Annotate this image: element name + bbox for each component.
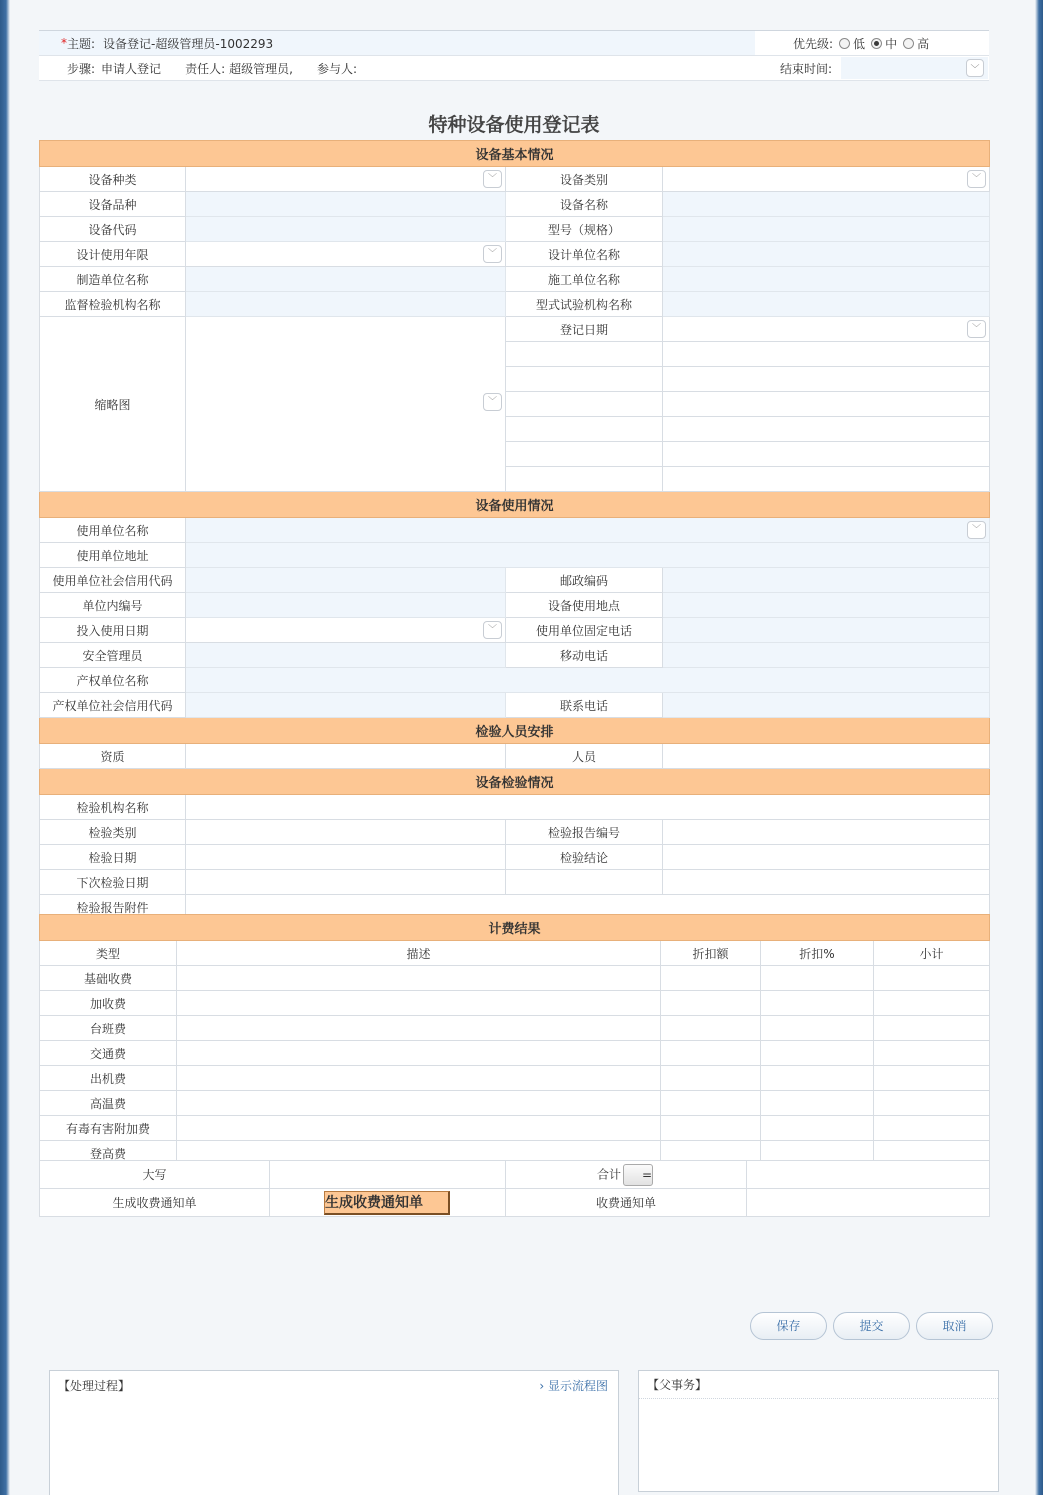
fee-pct-cell[interactable] (761, 1016, 874, 1041)
start-date-input[interactable] (186, 618, 506, 643)
user-credit-input[interactable] (186, 568, 506, 593)
owner-credit-input[interactable] (186, 693, 506, 718)
blank-cell (663, 417, 990, 442)
fee-desc-cell[interactable] (177, 966, 661, 991)
fee-discount-cell[interactable] (661, 1116, 761, 1141)
blank-cell (663, 442, 990, 467)
chevron-down-icon[interactable]: ﹀ (967, 170, 986, 188)
contact-phone-input[interactable] (663, 693, 990, 718)
fee-discount-cell[interactable] (661, 1091, 761, 1116)
mobile-input[interactable] (663, 643, 990, 668)
total-label: 合计 (596, 1167, 621, 1181)
save-button[interactable]: 保存 (750, 1312, 827, 1340)
fee-type-cell: 加收费 (40, 991, 177, 1016)
device-kind-select[interactable] (186, 167, 506, 192)
blank-cell (663, 342, 990, 367)
fee-pct-cell[interactable] (761, 1066, 874, 1091)
blank-cell (506, 367, 663, 392)
blank-cell (506, 392, 663, 417)
device-code-label: 设备代码 (40, 217, 186, 242)
next-date-value[interactable] (186, 870, 506, 895)
thumbnail-select[interactable] (186, 317, 506, 492)
blank-cell (506, 342, 663, 367)
subject-value[interactable]: 设备登记-超级管理员-1002293 (103, 36, 274, 51)
fee-pct-cell[interactable] (761, 966, 874, 991)
fee-desc-cell[interactable] (177, 1116, 661, 1141)
inspect-org-value[interactable] (186, 795, 990, 820)
conclusion-label: 检验结论 (506, 845, 663, 870)
owner-value: 超级管理员, (229, 61, 293, 76)
reg-date-input[interactable] (663, 317, 990, 342)
device-class-label: 设备类别 (506, 167, 663, 192)
supervisor-input[interactable] (186, 292, 506, 317)
owner-unit-label: 产权单位名称 (40, 668, 186, 693)
priority-medium-radio[interactable] (871, 38, 882, 49)
fee-summary-table (39, 1160, 990, 1217)
device-class-select[interactable] (663, 167, 990, 192)
capital-label: 大写 (40, 1161, 270, 1189)
step-group (39, 56, 357, 80)
model-input[interactable] (663, 217, 990, 242)
submit-button[interactable]: 提交 (833, 1312, 910, 1340)
form-title: 特种设备使用登记表 (428, 114, 600, 136)
priority-medium-label: 中 (885, 36, 898, 51)
fee-pct-cell[interactable] (761, 991, 874, 1016)
blank-cell (663, 467, 990, 492)
chevron-down-icon[interactable]: ﹀ (967, 521, 986, 539)
start-date-label: 投入使用日期 (40, 618, 186, 643)
fee-desc-cell[interactable] (177, 1016, 661, 1041)
attachment-label: 检验报告附件 (40, 895, 186, 920)
design-life-select[interactable] (186, 242, 506, 267)
blank-cell (663, 392, 990, 417)
section-basic: 设备基本情况 (40, 141, 990, 167)
device-variety-input[interactable] (186, 192, 506, 217)
fee-type-cell: 登高费 (40, 1141, 177, 1166)
safety-admin-label: 安全管理员 (40, 643, 186, 668)
generate-notice-button[interactable]: 生成收费通知单 (324, 1191, 450, 1215)
table-row (40, 966, 990, 991)
blank-cell (506, 417, 663, 442)
builder-label: 施工单位名称 (506, 267, 663, 292)
task-header (39, 30, 989, 81)
user-address-input[interactable] (186, 543, 990, 568)
conclusion-value[interactable] (663, 845, 990, 870)
inspect-org-label: 检验机构名称 (40, 795, 186, 820)
chevron-down-icon[interactable]: ﹀ (967, 320, 986, 338)
fee-discount-cell[interactable] (661, 1016, 761, 1041)
fee-discount-cell[interactable] (661, 1041, 761, 1066)
required-mark: * (61, 36, 67, 50)
priority-label: 优先级: (793, 36, 834, 51)
device-name-input[interactable] (663, 192, 990, 217)
fee-pct-cell[interactable] (761, 1091, 874, 1116)
device-variety-label: 设备品种 (40, 192, 186, 217)
report-no-value[interactable] (663, 820, 990, 845)
inspect-date-label: 检验日期 (40, 845, 186, 870)
participant-label: 参与人: (316, 61, 357, 76)
header-row-subject (39, 31, 989, 56)
capital-value (270, 1161, 506, 1189)
step-label: 步骤: (67, 61, 96, 76)
table-row (40, 1016, 990, 1041)
fee-type-cell: 交通费 (40, 1041, 177, 1066)
gen-notice-label: 生成收费通知单 (40, 1189, 270, 1217)
cancel-button[interactable]: 取消 (916, 1312, 993, 1340)
table-row (40, 1091, 990, 1116)
fee-pct-cell[interactable] (761, 1116, 874, 1141)
fee-subtotal-cell[interactable] (874, 991, 990, 1016)
fee-type-cell: 出机费 (40, 1066, 177, 1091)
inspect-date-value[interactable] (186, 845, 506, 870)
process-panel-title: 【处理过程】 (58, 1378, 131, 1393)
end-time-label: 结束时间: (780, 61, 833, 76)
total-cell (506, 1161, 747, 1189)
personnel-label: 人员 (506, 744, 663, 769)
blank-cell (506, 467, 663, 492)
design-life-label: 设计使用年限 (40, 242, 186, 267)
postcode-input[interactable] (663, 568, 990, 593)
blank-cell (663, 870, 990, 895)
table-row (40, 1116, 990, 1141)
fixed-phone-label: 使用单位固定电话 (506, 618, 663, 643)
table-row (40, 1041, 990, 1066)
fee-header-discount-pct: 折扣% (761, 941, 874, 966)
maker-input[interactable] (186, 267, 506, 292)
process-panel (49, 1370, 619, 1495)
section-fee: 计费结果 (40, 915, 990, 941)
fee-subtotal-cell[interactable] (874, 1066, 990, 1091)
user-credit-label: 使用单位社会信用代码 (40, 568, 186, 593)
parent-task-panel-title: 【父事务】 (647, 1378, 708, 1392)
fee-table (39, 914, 990, 1166)
fee-discount-cell[interactable] (661, 1066, 761, 1091)
fee-desc-cell[interactable] (177, 1041, 661, 1066)
device-code-input[interactable] (186, 217, 506, 242)
type-test-input[interactable] (663, 292, 990, 317)
mobile-label: 移动电话 (506, 643, 663, 668)
qualification-value[interactable] (186, 744, 506, 769)
fee-header-subtotal: 小计 (874, 941, 990, 966)
design-unit-input[interactable] (663, 242, 990, 267)
show-flow-link[interactable]: › 显示流程图 (539, 1378, 608, 1393)
fee-type-cell: 台班费 (40, 1016, 177, 1041)
type-test-label: 型式试验机构名称 (506, 292, 663, 317)
table-row (40, 1066, 990, 1091)
section-usage: 设备使用情况 (40, 492, 990, 518)
fee-type-cell: 基础收费 (40, 966, 177, 991)
fee-type-cell: 高温费 (40, 1091, 177, 1116)
notice-value[interactable] (747, 1189, 990, 1217)
gen-notice-cell (270, 1189, 506, 1217)
section-staff: 检验人员安排 (40, 718, 990, 744)
personnel-value[interactable] (663, 744, 990, 769)
fee-subtotal-cell[interactable] (874, 966, 990, 991)
calculate-total-button[interactable]: = (623, 1164, 653, 1186)
parent-task-panel-header (639, 1371, 998, 1399)
builder-input[interactable] (663, 267, 990, 292)
design-unit-label: 设计单位名称 (506, 242, 663, 267)
fee-discount-cell[interactable] (661, 966, 761, 991)
fee-subtotal-cell[interactable] (874, 1016, 990, 1041)
fee-header-desc: 描述 (177, 941, 661, 966)
inspect-type-value[interactable] (186, 820, 506, 845)
fee-desc-cell[interactable] (177, 991, 661, 1016)
chevron-down-icon[interactable]: ﹀ (966, 59, 984, 77)
total-value (747, 1161, 990, 1189)
user-address-label: 使用单位地址 (40, 543, 186, 568)
safety-admin-input[interactable] (186, 643, 506, 668)
owner-credit-label: 产权单位社会信用代码 (40, 693, 186, 718)
priority-low-label: 低 (853, 36, 866, 51)
owner-unit-input[interactable] (186, 668, 990, 693)
fixed-phone-input[interactable] (663, 618, 990, 643)
inspect-type-label: 检验类别 (40, 820, 186, 845)
user-unit-label: 使用单位名称 (40, 518, 186, 543)
registration-form (39, 140, 990, 920)
supervisor-label: 监督检验机构名称 (40, 292, 186, 317)
report-no-label: 检验报告编号 (506, 820, 663, 845)
fee-header-type: 类型 (40, 941, 177, 966)
qualification-label: 资质 (40, 744, 186, 769)
blank-cell (506, 442, 663, 467)
user-unit-select[interactable] (186, 518, 990, 543)
fee-pct-cell[interactable] (761, 1041, 874, 1066)
device-kind-label: 设备种类 (40, 167, 186, 192)
blank-cell (663, 367, 990, 392)
fee-subtotal-cell[interactable] (874, 1116, 990, 1141)
contact-phone-label: 联系电话 (506, 693, 663, 718)
table-row (40, 991, 990, 1016)
model-label: 型号（规格） (506, 217, 663, 242)
maker-label: 制造单位名称 (40, 267, 186, 292)
internal-no-input[interactable] (186, 593, 506, 618)
chevron-down-icon[interactable]: ﹀ (483, 170, 502, 188)
thumbnail-label: 缩略图 (40, 317, 186, 492)
priority-low-radio[interactable] (839, 38, 850, 49)
use-place-input[interactable] (663, 593, 990, 618)
blank-cell (506, 870, 663, 895)
fee-subtotal-cell[interactable] (874, 1041, 990, 1066)
process-panel-header (50, 1371, 618, 1399)
fee-discount-cell[interactable] (661, 991, 761, 1016)
owner-label: 责任人: (185, 61, 226, 76)
use-place-label: 设备使用地点 (506, 593, 663, 618)
fee-desc-cell[interactable] (177, 1066, 661, 1091)
fee-subtotal-cell[interactable] (874, 1091, 990, 1116)
fee-type-cell: 有毒有害附加费 (40, 1116, 177, 1141)
subject-label: 主题: (67, 36, 96, 51)
fee-desc-cell[interactable] (177, 1091, 661, 1116)
header-row-step (39, 56, 989, 81)
notice-label: 收费通知单 (506, 1189, 747, 1217)
chevron-down-icon[interactable]: ﹀ (483, 393, 502, 411)
internal-no-label: 单位内编号 (40, 593, 186, 618)
priority-high-radio[interactable] (903, 38, 914, 49)
subject-cell (39, 31, 755, 55)
fee-header-discount-amount: 折扣额 (661, 941, 761, 966)
chevron-down-icon[interactable]: ﹀ (483, 621, 502, 639)
postcode-label: 邮政编码 (506, 568, 663, 593)
reg-date-label: 登记日期 (506, 317, 663, 342)
chevron-down-icon[interactable]: ﹀ (483, 245, 502, 263)
device-name-label: 设备名称 (506, 192, 663, 217)
priority-high-label: 高 (917, 36, 930, 51)
next-date-label: 下次检验日期 (40, 870, 186, 895)
priority-group (755, 31, 929, 55)
fee-header-row (40, 941, 990, 966)
section-inspect: 设备检验情况 (40, 769, 990, 795)
parent-task-panel (638, 1370, 999, 1492)
step-value: 申请人登记 (101, 61, 162, 76)
